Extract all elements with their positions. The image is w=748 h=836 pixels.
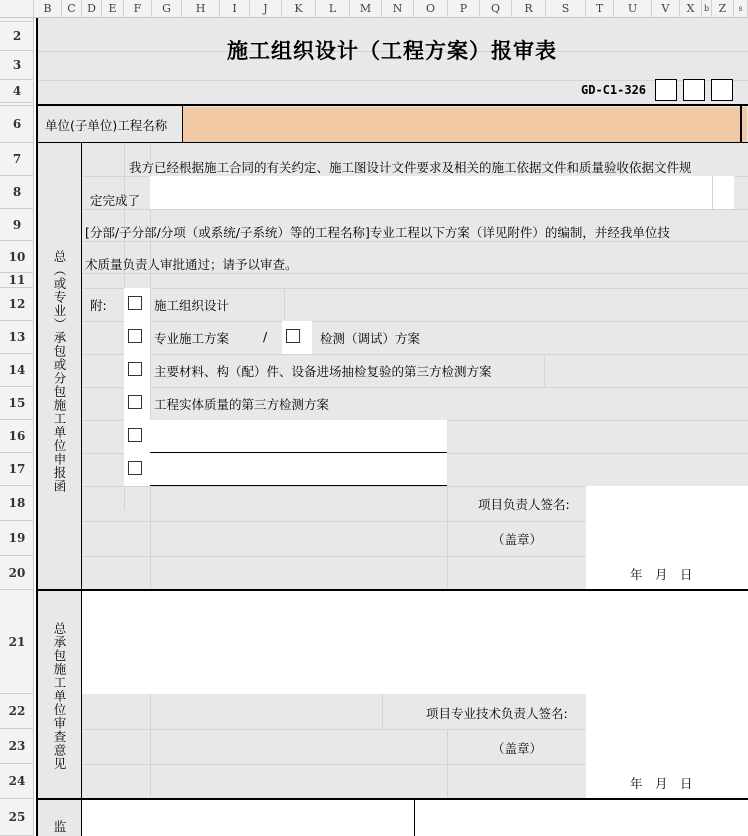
row-header[interactable]: 11 <box>0 273 34 288</box>
row-header[interactable]: 15 <box>0 387 34 420</box>
row-header[interactable]: 18 <box>0 486 34 521</box>
custom-option-input-1[interactable] <box>150 420 447 453</box>
row-header[interactable]: 7 <box>0 143 34 176</box>
col-header[interactable]: V <box>652 0 680 18</box>
col-header[interactable]: G <box>152 0 182 18</box>
col-header[interactable]: I <box>220 0 250 18</box>
col-header[interactable]: L <box>316 0 350 18</box>
option-testing-plan: 检测（调试）方案 <box>320 331 421 346</box>
col-header[interactable]: S <box>546 0 586 18</box>
checkbox-material-testing[interactable] <box>128 362 142 376</box>
statement-line-2-prefix: 定完成了 <box>90 193 141 208</box>
project-name-label: 单位(子单位)工程名称 <box>45 118 168 133</box>
col-header[interactable]: s <box>734 0 748 18</box>
form-code: GD-C1-326 <box>581 83 647 97</box>
checkbox-special-plan[interactable] <box>128 329 142 343</box>
code-box-3[interactable] <box>711 79 733 101</box>
review-opinion-area[interactable] <box>82 590 748 694</box>
statement-line-3: [分部/子分部/分项（或系统/子系统）等的工程名称]专业工程以下方案（详见附件）的编制，并经我单位技 <box>85 225 670 240</box>
col-header[interactable]: U <box>614 0 652 18</box>
row-header[interactable]: 24 <box>0 764 34 799</box>
row-header[interactable]: 9 <box>0 209 34 241</box>
row-header[interactable]: 3 <box>0 51 34 80</box>
checkbox-testing-plan[interactable] <box>286 329 300 343</box>
seal-label-1: （盖章） <box>492 532 543 547</box>
date-label-2: 年 月 日 <box>630 776 693 791</box>
row-header[interactable]: 20 <box>0 556 34 590</box>
checkbox-custom-1[interactable] <box>128 428 142 442</box>
corner-cell[interactable] <box>0 0 34 18</box>
col-header[interactable]: R <box>512 0 546 18</box>
checkbox-custom-2[interactable] <box>128 461 142 475</box>
option-special-plan: 专业施工方案 <box>154 331 230 346</box>
row-header[interactable]: 14 <box>0 354 34 387</box>
statement-line-1: 我方已经根据施工合同的有关约定、施工图设计文件要求及相关的施工依据文件和质量验收依据文件规 <box>129 160 692 175</box>
col-header[interactable]: N <box>382 0 414 18</box>
attachment-label: 附: <box>90 298 107 313</box>
row-header[interactable]: 25 <box>0 799 34 836</box>
date-label-1: 年 月 日 <box>630 567 693 582</box>
col-header[interactable]: M <box>350 0 382 18</box>
completed-work-input[interactable] <box>150 176 712 209</box>
col-header[interactable]: F <box>124 0 152 18</box>
checkbox-construction-design[interactable] <box>128 296 142 310</box>
col-header[interactable]: C <box>62 0 82 18</box>
col-header[interactable]: J <box>250 0 282 18</box>
project-leader-sign-label: 项目负责人签名: <box>478 497 570 512</box>
col-header[interactable]: O <box>414 0 448 18</box>
statement-line-4: 术质量负责人审批通过；请予以审查。 <box>85 257 298 272</box>
row-header[interactable]: 6 <box>0 106 34 143</box>
col-header[interactable]: Z <box>712 0 734 18</box>
checkbox-quality-testing[interactable] <box>128 395 142 409</box>
supervision-label: 监 <box>52 820 67 834</box>
col-header[interactable]: E <box>102 0 124 18</box>
custom-option-input-2[interactable] <box>150 453 447 486</box>
row-header[interactable]: 17 <box>0 453 34 486</box>
contractor-review-label: 总承包施工单位审查意见 <box>52 622 67 771</box>
col-header[interactable]: b <box>702 0 712 18</box>
col-header[interactable]: K <box>282 0 316 18</box>
supervision-area[interactable] <box>82 799 748 836</box>
row-header[interactable]: 23 <box>0 729 34 764</box>
col-header[interactable]: X <box>680 0 702 18</box>
row-header[interactable]: 4 <box>0 80 34 103</box>
row-header[interactable]: 13 <box>0 321 34 354</box>
row-header[interactable]: 12 <box>0 288 34 321</box>
row-header[interactable]: 8 <box>0 176 34 209</box>
row-header[interactable]: 2 <box>0 22 34 51</box>
tech-leader-sign-label: 项目专业技术负责人签名: <box>426 706 568 721</box>
code-box-2[interactable] <box>683 79 705 101</box>
code-box-1[interactable] <box>655 79 677 101</box>
project-name-field[interactable] <box>183 107 747 142</box>
option-construction-design: 施工组织设计 <box>154 298 230 313</box>
form-sheet <box>36 18 748 836</box>
option-separator: / <box>263 329 268 344</box>
form-title: 施工组织设计（工程方案）报审表 <box>227 38 557 63</box>
col-header[interactable]: B <box>34 0 62 18</box>
row-header[interactable]: 21 <box>0 590 34 694</box>
option-material-testing: 主要材料、构（配）件、设备进场抽检复验的第三方检测方案 <box>154 364 492 379</box>
row-header[interactable]: 22 <box>0 694 34 729</box>
col-header[interactable]: D <box>82 0 102 18</box>
row-header[interactable]: 19 <box>0 521 34 556</box>
column-header-bar <box>0 0 748 18</box>
option-quality-testing: 工程实体质量的第三方检测方案 <box>154 397 330 412</box>
applicant-section-label: 总（或专业）承包或分包施工单位申报函 <box>52 250 67 493</box>
col-header[interactable]: Q <box>480 0 512 18</box>
col-header[interactable]: P <box>448 0 480 18</box>
row-header[interactable]: 16 <box>0 420 34 453</box>
col-header[interactable]: T <box>586 0 614 18</box>
row-header-bar <box>0 18 34 836</box>
seal-label-2: （盖章） <box>492 741 543 756</box>
col-header[interactable]: H <box>182 0 220 18</box>
row-header[interactable]: 10 <box>0 241 34 273</box>
